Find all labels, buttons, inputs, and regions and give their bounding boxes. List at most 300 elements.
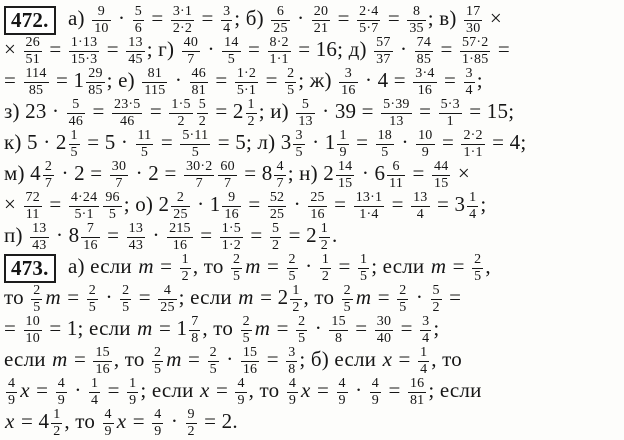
fraction-numerator: 13·1 xyxy=(355,189,383,205)
math-text: ; если xyxy=(140,378,199,402)
fraction-numerator: 2 xyxy=(298,313,306,329)
math-text: · 4 = xyxy=(359,68,412,92)
math-text: · 2 = xyxy=(130,161,182,185)
fraction-numerator: 4 xyxy=(154,406,162,422)
math-text: = xyxy=(182,347,206,371)
fraction-numerator: 30 xyxy=(111,158,127,174)
fraction-denominator: 81 xyxy=(191,82,206,98)
fraction-denominator: 115 xyxy=(144,82,166,98)
fraction-numerator: 2 xyxy=(122,282,130,298)
fraction-numerator: 4 xyxy=(237,375,245,391)
fraction-denominator: 9 xyxy=(104,423,112,439)
fraction xyxy=(286,346,297,377)
fraction-denominator: 13 xyxy=(381,113,411,129)
fraction-numerator: 17 xyxy=(466,3,481,19)
fraction xyxy=(24,191,42,222)
fraction-numerator: 81 xyxy=(147,65,163,81)
fraction xyxy=(126,36,144,67)
fraction-numerator: 5 xyxy=(72,96,80,112)
fraction xyxy=(381,98,411,129)
fraction-numerator: 1 xyxy=(320,220,328,236)
fraction-numerator: 4 xyxy=(371,375,379,391)
fraction-numerator: 15 xyxy=(95,344,110,360)
fraction xyxy=(56,377,67,408)
math-line xyxy=(4,251,622,282)
fraction xyxy=(312,5,330,36)
fraction-numerator: 1 xyxy=(53,406,61,422)
math-text: = xyxy=(372,285,396,309)
fraction xyxy=(218,160,236,191)
fraction-numerator: 13 xyxy=(128,220,144,236)
fraction-denominator: 15·3 xyxy=(70,51,98,67)
fraction-numerator: 96 xyxy=(105,189,120,205)
fraction xyxy=(222,191,240,222)
math-text: = xyxy=(261,347,285,371)
fraction-numerator: 4 xyxy=(104,406,112,422)
fraction-denominator: 9 xyxy=(57,392,65,408)
fraction-numerator: 57 xyxy=(376,34,391,50)
fraction-denominator: 85 xyxy=(88,82,103,98)
fraction xyxy=(337,377,348,408)
fraction-numerator: 4 xyxy=(8,375,16,391)
math-text: · 1 xyxy=(306,130,336,154)
problem-number-badge: 472. xyxy=(4,6,56,35)
fraction-numerator: 46 xyxy=(191,65,206,81)
math-line xyxy=(4,3,622,34)
math-text: = xyxy=(438,68,462,92)
fraction-denominator: 2 xyxy=(320,237,328,253)
fraction xyxy=(81,222,99,253)
math-line xyxy=(4,189,622,220)
fraction xyxy=(190,67,208,98)
math-text: = xyxy=(144,99,168,123)
fraction-denominator: 5 xyxy=(474,268,482,284)
fraction-denominator: 16 xyxy=(167,237,193,253)
fraction-denominator: 4 xyxy=(411,206,429,222)
math-text: ; и) xyxy=(258,99,295,123)
fraction-denominator: 5 xyxy=(209,361,217,377)
fraction-numerator: 1 xyxy=(321,251,330,267)
fraction-denominator: 5 xyxy=(287,82,295,98)
math-line xyxy=(4,282,622,313)
math-text: з) 23 · xyxy=(4,99,65,123)
fraction-numerator: 2 xyxy=(399,282,407,298)
fraction-numerator: 13 xyxy=(32,220,47,236)
fraction-denominator: 4 xyxy=(469,206,477,222)
fraction xyxy=(158,284,176,315)
fraction xyxy=(112,98,142,129)
fraction-denominator: 16 xyxy=(95,361,110,377)
fraction xyxy=(319,222,330,253)
fraction xyxy=(270,222,281,253)
fraction xyxy=(374,36,392,67)
math-text: а) xyxy=(62,6,91,30)
fraction xyxy=(461,129,484,160)
fraction xyxy=(241,315,252,346)
fraction-denominator: 5 xyxy=(376,144,394,160)
fraction-numerator: 72 xyxy=(25,189,40,205)
fraction xyxy=(220,222,243,253)
problem-number-badge: 473. xyxy=(4,254,56,283)
fraction xyxy=(180,129,210,160)
fraction-denominator: 4 xyxy=(420,361,428,377)
fraction-numerator: 14 xyxy=(337,158,353,174)
math-text: · xyxy=(165,409,184,433)
math-text: = 15; xyxy=(463,99,515,123)
math-text: = xyxy=(43,192,67,216)
fraction-denominator: 1·2 xyxy=(221,237,241,253)
fraction xyxy=(268,191,286,222)
math-text: ; о) 2 xyxy=(123,192,170,216)
fraction-numerator: 215 xyxy=(169,220,191,236)
fraction-denominator: 21 xyxy=(313,20,329,36)
math-variable: m xyxy=(245,254,261,278)
math-text: , то xyxy=(202,316,239,340)
math-variable: x xyxy=(5,409,15,433)
fraction-denominator: 7 xyxy=(110,175,128,191)
fraction xyxy=(472,253,483,284)
fraction xyxy=(69,129,80,160)
fraction xyxy=(67,98,85,129)
fraction-numerator: 8 xyxy=(412,3,421,19)
math-text: · xyxy=(410,285,429,309)
math-text: · 6 xyxy=(356,161,386,185)
math-text: = xyxy=(155,130,179,154)
fraction-numerator: 1 xyxy=(90,375,99,391)
fraction-denominator: 10 xyxy=(94,20,109,36)
math-text: = xyxy=(492,37,510,61)
fraction-numerator: 30·2 xyxy=(185,158,213,174)
math-text: · 8 xyxy=(50,223,80,247)
fraction xyxy=(69,191,99,222)
fraction-denominator: 16 xyxy=(83,237,98,253)
fraction-numerator: 3·4 xyxy=(415,65,435,81)
fraction xyxy=(320,253,331,284)
fraction-denominator: 85 xyxy=(24,82,49,98)
fraction xyxy=(30,222,48,253)
fraction xyxy=(467,191,478,222)
fraction xyxy=(152,408,163,439)
fraction-denominator: 5 xyxy=(295,144,303,160)
math-text: · xyxy=(202,37,221,61)
math-text: , то xyxy=(431,347,462,371)
math-text: = 2 xyxy=(209,99,244,123)
fraction-numerator: 60 xyxy=(220,158,235,174)
math-text: = xyxy=(242,192,266,216)
math-text: ; б) xyxy=(234,6,270,30)
fraction-denominator: 16 xyxy=(242,361,258,377)
fraction-numerator: 1·5 xyxy=(171,96,191,112)
fraction-numerator: 23·5 xyxy=(114,96,141,112)
math-text: = xyxy=(260,68,284,92)
fraction-numerator: 5 xyxy=(198,96,206,112)
fraction-denominator: 13 xyxy=(298,113,313,129)
fraction xyxy=(268,36,291,67)
math-text: · 2 = xyxy=(56,161,108,185)
fraction xyxy=(418,346,429,377)
fraction-numerator: 2 xyxy=(242,313,250,329)
fraction-numerator: 1 xyxy=(181,251,189,267)
fraction-denominator: 2 xyxy=(247,113,255,129)
fraction xyxy=(432,160,450,191)
math-text: · xyxy=(220,347,239,371)
math-text: × xyxy=(4,192,22,216)
fraction-denominator: 5 xyxy=(180,144,210,160)
fraction xyxy=(387,160,405,191)
math-text: = 5 · xyxy=(81,130,134,154)
fraction-denominator: 25 xyxy=(173,206,188,222)
fraction-numerator: 7 xyxy=(86,220,95,236)
fraction-numerator: 2 xyxy=(44,158,53,174)
fraction-denominator: 7 xyxy=(184,175,214,191)
fraction-denominator: 5 xyxy=(88,299,96,315)
fraction-numerator: 25 xyxy=(310,189,325,205)
fraction-denominator: 5 xyxy=(288,268,296,284)
fraction-denominator: 43 xyxy=(32,237,47,253)
math-text: ; ж) xyxy=(298,68,338,92)
math-variable: x xyxy=(382,347,393,371)
math-variable: m xyxy=(137,316,153,340)
math-line xyxy=(4,406,622,437)
math-text: = 1 xyxy=(50,68,85,92)
fraction xyxy=(180,253,191,284)
math-text: = 2. xyxy=(198,409,238,433)
math-text: = xyxy=(413,99,437,123)
fraction-numerator: 3 xyxy=(465,65,473,81)
fraction-denominator: 9 xyxy=(154,423,162,439)
fraction-numerator: 1 xyxy=(292,282,300,298)
fraction-numerator: 9 xyxy=(97,3,105,19)
fraction xyxy=(86,67,104,98)
fraction-numerator: 6 xyxy=(392,158,400,174)
fraction-denominator: 25 xyxy=(269,206,285,222)
math-text: = xyxy=(271,316,295,340)
fraction xyxy=(136,129,154,160)
math-text: = xyxy=(332,6,356,30)
fraction-numerator: 4 xyxy=(288,375,297,391)
fraction-denominator: 1·85 xyxy=(461,51,489,67)
fraction-denominator: 5 xyxy=(399,299,407,315)
fraction xyxy=(235,67,258,98)
fraction xyxy=(182,36,200,67)
fraction xyxy=(408,377,426,408)
fraction-denominator: 1·1 xyxy=(463,144,483,160)
fraction-numerator: 29 xyxy=(88,65,103,81)
math-text: = 5; л) 3 xyxy=(212,130,292,154)
fraction-denominator: 4 xyxy=(465,82,473,98)
math-text: = xyxy=(311,378,335,402)
fraction-denominator: 4 xyxy=(223,20,231,36)
math-text: = 1; если xyxy=(43,316,137,340)
fraction-denominator: 5 xyxy=(343,299,351,315)
fraction xyxy=(89,377,100,408)
fraction-denominator: 46 xyxy=(112,113,142,129)
fraction-denominator: 5 xyxy=(33,299,41,315)
fraction-denominator: 16 xyxy=(413,82,436,98)
fraction xyxy=(420,315,431,346)
fraction-numerator: 4 xyxy=(163,282,172,298)
fraction-numerator: 40 xyxy=(183,34,199,50)
fraction-denominator: 4 xyxy=(90,392,99,408)
fraction-numerator: 5 xyxy=(301,96,310,112)
math-text: · xyxy=(147,223,166,247)
fraction-numerator: 4 xyxy=(276,158,284,174)
fraction-denominator: 16 xyxy=(341,82,356,98)
math-text: , то xyxy=(113,347,151,371)
fraction-numerator: 13 xyxy=(413,189,428,205)
fraction-denominator: 5 xyxy=(233,268,241,284)
fraction-denominator: 25 xyxy=(273,20,288,36)
fraction-denominator: 8 xyxy=(288,361,296,377)
math-text: = xyxy=(4,316,22,340)
fraction xyxy=(464,5,482,36)
fraction-numerator: 4·24 xyxy=(70,189,98,205)
fraction-denominator: 30 xyxy=(466,20,481,36)
fraction-numerator: 1 xyxy=(70,127,78,143)
fraction xyxy=(43,160,54,191)
fraction-denominator: 37 xyxy=(376,51,391,67)
math-text: = xyxy=(101,223,125,247)
fraction-numerator: 5·3 xyxy=(440,96,460,112)
fraction-numerator: 2 xyxy=(209,344,217,360)
math-text: = xyxy=(447,254,471,278)
fraction-denominator: 5 xyxy=(154,361,162,377)
math-variable: m xyxy=(52,347,68,371)
math-text: . xyxy=(332,223,338,247)
fraction-denominator: 7 xyxy=(276,175,284,191)
fraction-numerator: 5 xyxy=(432,282,440,298)
fraction-denominator: 35 xyxy=(409,20,424,36)
fraction xyxy=(6,377,17,408)
math-text: · xyxy=(394,37,413,61)
fraction xyxy=(290,284,301,315)
fraction xyxy=(287,377,298,408)
fraction-denominator: 4 xyxy=(422,330,430,346)
fraction-denominator: 46 xyxy=(68,113,84,129)
math-text: · 1 xyxy=(191,192,221,216)
fraction xyxy=(31,284,42,315)
fraction xyxy=(287,253,298,284)
fraction-denominator: 2 xyxy=(198,113,206,129)
math-text: = 4 xyxy=(15,409,50,433)
fraction-numerator: 18 xyxy=(377,127,393,143)
fraction-numerator: 9 xyxy=(228,189,236,205)
fraction xyxy=(169,98,192,129)
math-text: м) 4 xyxy=(4,161,41,185)
math-line xyxy=(4,65,622,96)
fraction xyxy=(246,98,257,129)
math-text: = 16; д) xyxy=(292,37,373,61)
fraction-denominator: 16 xyxy=(310,206,325,222)
fraction xyxy=(342,284,353,315)
math-variable: m xyxy=(254,316,271,340)
math-text: · xyxy=(299,254,318,278)
math-text: = xyxy=(244,223,268,247)
fraction-denominator: 85 xyxy=(416,51,432,67)
fraction xyxy=(171,5,194,36)
math-variable: m xyxy=(238,285,254,309)
fraction-numerator: 5·39 xyxy=(383,96,410,112)
math-text: = xyxy=(87,99,110,123)
fraction-denominator: 5 xyxy=(122,299,130,315)
fraction-numerator: 8·2 xyxy=(269,34,289,50)
math-text: ; если xyxy=(178,285,238,309)
fraction-denominator: 5·1 xyxy=(236,82,257,98)
math-text: = xyxy=(209,68,233,92)
fraction-denominator: 2 xyxy=(271,237,280,253)
fraction-numerator: 3 xyxy=(422,313,430,329)
math-text: ; xyxy=(476,68,483,92)
math-text: · xyxy=(112,6,131,30)
fraction xyxy=(274,160,285,191)
fraction xyxy=(370,377,381,408)
math-text: × xyxy=(484,6,502,30)
math-text: = xyxy=(395,316,419,340)
fraction xyxy=(184,160,214,191)
math-line xyxy=(4,313,622,344)
fraction-numerator: 1·2 xyxy=(236,65,257,81)
math-text: = xyxy=(443,285,462,309)
fraction xyxy=(87,284,98,315)
fraction-numerator: 2 xyxy=(287,65,295,81)
fraction-denominator: 9 xyxy=(8,392,16,408)
fraction xyxy=(231,253,242,284)
fraction-denominator: 8 xyxy=(329,330,347,346)
fraction-numerator: 15 xyxy=(242,344,258,360)
fraction xyxy=(337,129,348,160)
math-text: = xyxy=(194,223,218,247)
fraction xyxy=(416,129,434,160)
math-text: = xyxy=(382,6,406,30)
fraction xyxy=(375,315,393,346)
math-text: · xyxy=(291,6,310,30)
math-text: = 2 xyxy=(254,285,289,309)
fraction xyxy=(415,36,433,67)
fraction-numerator: 16 xyxy=(409,375,425,391)
math-text: = xyxy=(43,37,67,61)
math-text: к) 5 · 2 xyxy=(4,130,67,154)
math-text: · 39 = xyxy=(316,99,380,123)
math-text: = 2 xyxy=(283,223,317,247)
fraction-numerator: 6 xyxy=(276,3,285,19)
fraction-numerator: 5·11 xyxy=(182,127,209,143)
math-text: = 4; xyxy=(486,130,527,154)
fraction xyxy=(51,408,62,439)
math-variable: m xyxy=(355,285,372,309)
fraction xyxy=(460,36,490,67)
fraction-denominator: 2 xyxy=(181,268,189,284)
math-variable: x xyxy=(199,378,210,402)
math-text: = xyxy=(261,254,285,278)
fraction xyxy=(357,5,380,36)
fraction-denominator: 2 xyxy=(432,299,440,315)
fraction-numerator: 26 xyxy=(25,34,40,50)
fraction-denominator: 5 xyxy=(103,206,121,222)
fraction-denominator: 2 xyxy=(53,423,61,439)
fraction-denominator: 15 xyxy=(337,175,353,191)
fraction xyxy=(92,5,110,36)
fraction xyxy=(127,222,145,253)
fraction-numerator: 11 xyxy=(137,127,152,143)
fraction xyxy=(358,253,369,284)
math-text: , то xyxy=(248,378,285,402)
fraction xyxy=(293,129,304,160)
math-text: , то xyxy=(303,285,340,309)
fraction xyxy=(93,346,111,377)
fraction-denominator: 16 xyxy=(224,206,239,222)
fraction-denominator: 5·7 xyxy=(359,20,379,36)
math-text: ; если xyxy=(428,378,482,402)
